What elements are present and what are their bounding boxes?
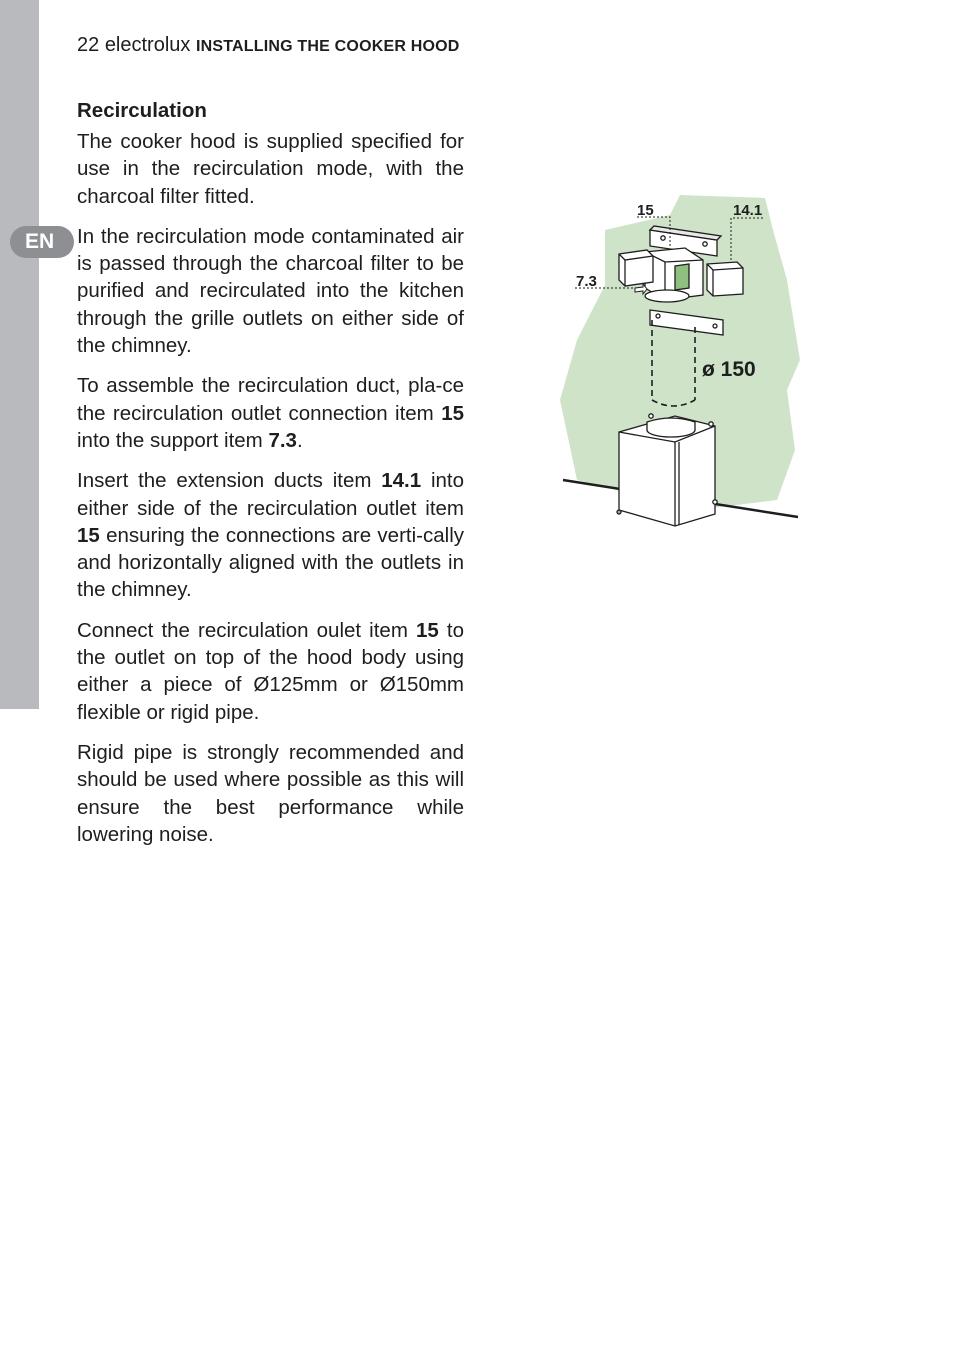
label-diameter: ø 150	[702, 358, 756, 381]
side-margin-strip	[0, 0, 39, 709]
section-title: INSTALLING THE COOKER HOOD	[195, 38, 460, 55]
paragraph-3: To assemble the recirculation duct, pla-ce the recirculation outlet connection item 15 into the support item 7.3.	[77, 374, 464, 452]
extension-duct-left	[619, 250, 653, 286]
language-tab: EN	[10, 226, 74, 258]
heading-recirculation: Recirculation	[77, 99, 207, 122]
hood-body	[617, 414, 717, 526]
recirculation-outlet	[645, 248, 703, 302]
running-header	[77, 34, 460, 57]
paragraph-4: Insert the extension ducts item 14.1 into either side of the recirculation outlet item 15 ensuring the connections are verti-cally and horizontally aligned with the outlets in the chimney.	[77, 469, 465, 602]
brand-name: electrolux	[104, 34, 191, 56]
label-item-14-1: 14.1	[733, 202, 763, 219]
paragraph-2: In the recirculation mode contaminated air is passed through the charcoal filter to be purified and recirculated into the kitchen through the grille outlets on either side of the chimney.	[77, 224, 464, 358]
paragraph-6: Rigid pipe is strongly recommended and should be used where possible as this will ensure the best performance while lowering noise.	[77, 740, 464, 846]
label-item-15: 15	[637, 202, 654, 219]
item-ref: 15	[416, 618, 439, 642]
paragraph-1: The cooker hood is supplied specified for use in the recirculation mode, with the charcoal filter fitted.	[77, 130, 464, 208]
paragraph-5: Connect the recirculation oulet item 15 to the outlet on top of the hood body using either a piece of Ø125mm or Ø150mm flexible or rigid pipe.	[77, 618, 464, 724]
assembly-drawing	[555, 190, 805, 530]
item-ref: 15	[441, 401, 464, 425]
label-item-7-3: 7.3	[576, 273, 597, 290]
item-ref: 14.1	[381, 469, 422, 493]
item-ref: 15	[77, 523, 100, 547]
item-ref: 7.3	[268, 428, 297, 452]
page-number: 22	[77, 34, 100, 56]
text-column	[77, 98, 464, 861]
extension-duct-right	[707, 262, 743, 296]
recirculation-assembly-figure	[555, 190, 805, 530]
